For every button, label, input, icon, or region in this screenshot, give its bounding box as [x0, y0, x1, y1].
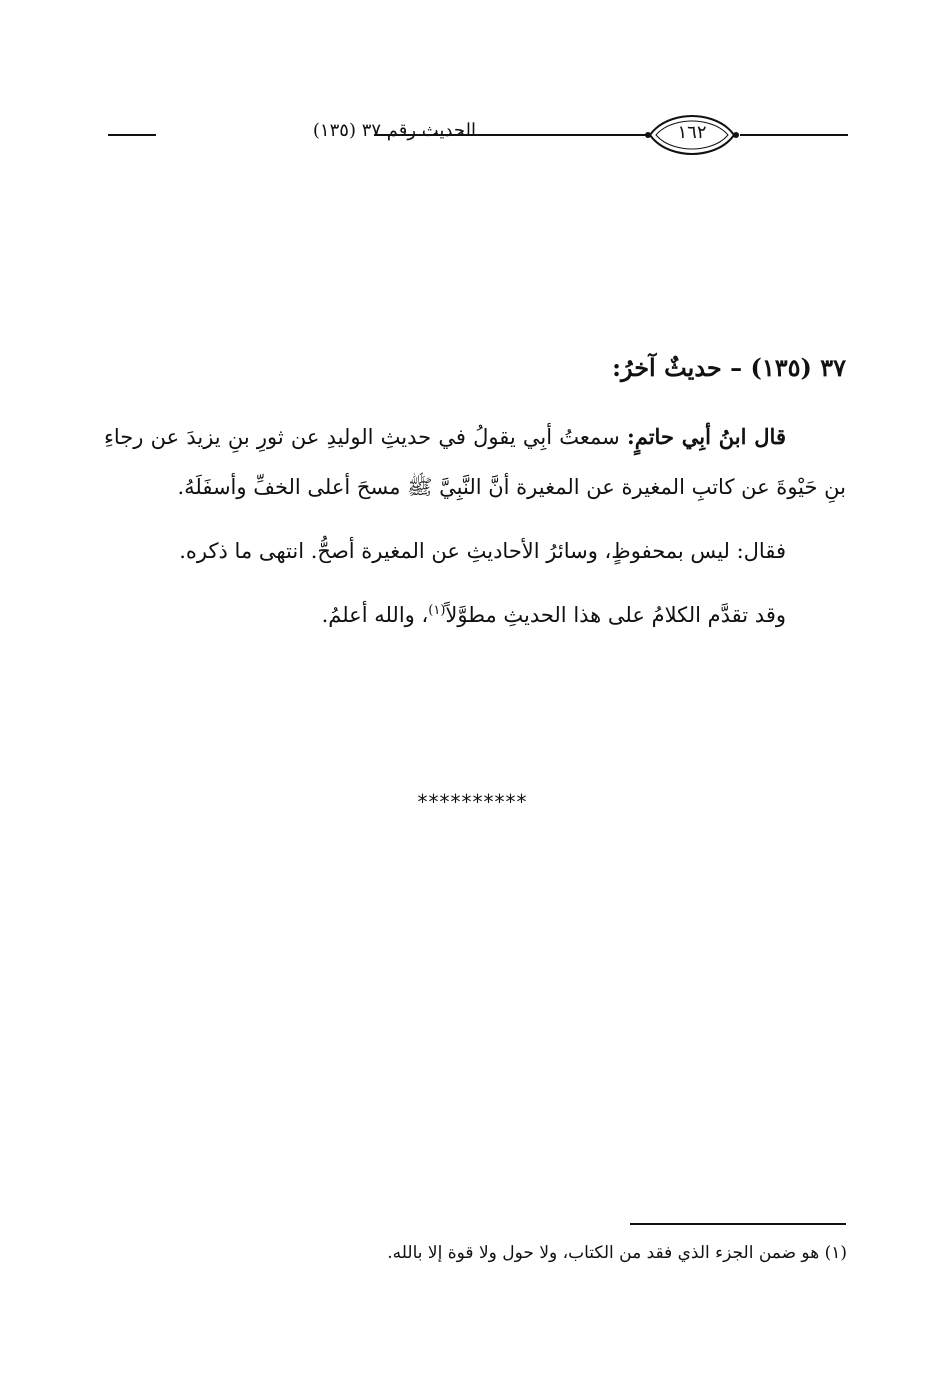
hadith-text-3a: وقد تقدَّم الكلامُ على هذا الحديثِ مطوَّلاً [445, 603, 786, 627]
hadith-text-2: فقال: ليس بمحفوظٍ، وسائرُ الأحاديثِ عن المغيرة أصحُّ. انتهى ما ذكره. [179, 539, 786, 563]
page-number: ١٦٢ [677, 122, 707, 143]
running-header [108, 112, 848, 160]
hadith-paragraph-2 [104, 526, 846, 576]
hadith-heading: ٣٧ (١٣٥) – حديثٌ آخرُ: [612, 353, 846, 382]
section-separator: ********** [417, 790, 528, 814]
hadith-paragraph-3 [104, 590, 846, 640]
hadith-paragraph-1 [104, 412, 846, 512]
hadith-text-3b: ، والله أعلمُ. [321, 603, 429, 627]
hadith-text-1: سمعتُ أبِي يقولُ في حديثِ الوليدِ عن ثورِ بنِ يزيدَ عن رجاءِ بنِ حَيْوةَ عن كاتبِ المغيرة عن المغيرة أنَّ النَّبِيَّ ﷺ مسحَ أعلى الخفِّ وأسفَلَهُ. [104, 425, 846, 499]
hadith-body [104, 346, 846, 640]
footnote: (١) هو ضمن الجزء الذي فقد من الكتاب، ولا حول ولا قوة إلا بالله. [387, 1243, 847, 1263]
header-rule-right [740, 134, 848, 136]
footnote-rule [630, 1223, 846, 1225]
header-rule-middle [374, 134, 646, 136]
running-title: الحديث رقم ٣٧ (١٣٥) [312, 120, 476, 141]
header-rule-left [108, 134, 156, 136]
footnote-reference[interactable]: (١) [428, 603, 446, 618]
speaker-attribution: قال ابنُ أبِي حاتمٍ: [626, 424, 786, 449]
page-number-ornament [644, 112, 740, 158]
